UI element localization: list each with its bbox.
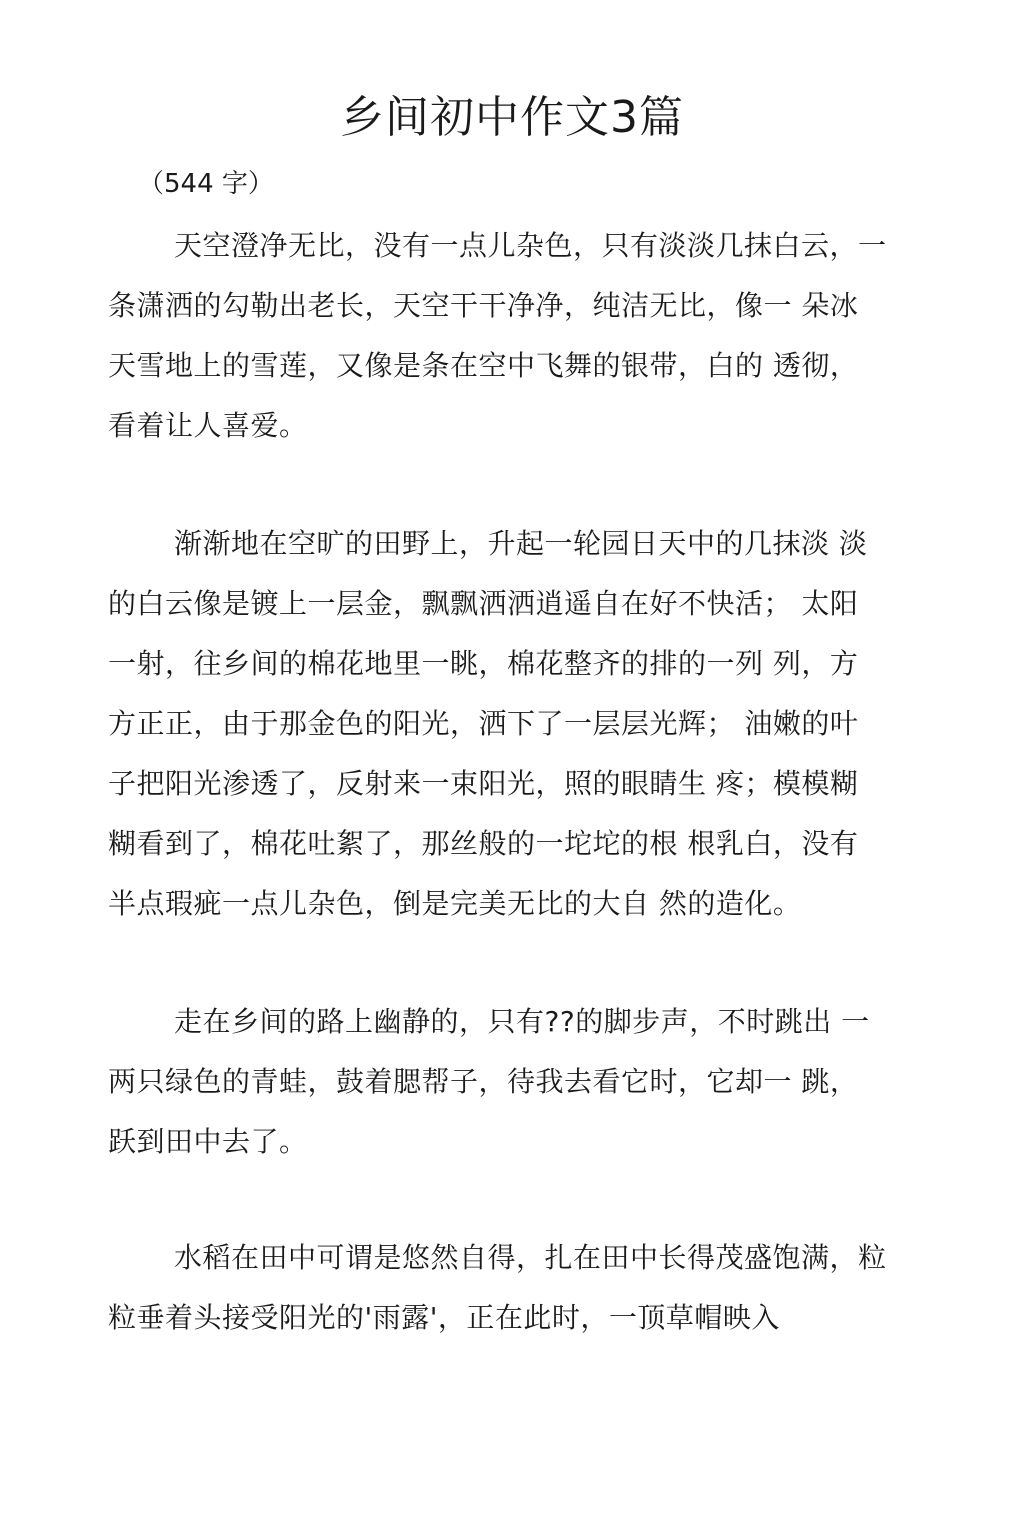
paragraph-line: 天空澄净无比，没有一点儿杂色，只有淡淡几抹白云，一	[174, 229, 887, 262]
paragraph-line: 跃到田中去了。	[108, 1125, 308, 1158]
paragraph-line: 粒垂着头接受阳光的'雨露'，正在此时，一顶草帽映入	[108, 1301, 780, 1334]
word-count: （544 字）	[138, 169, 274, 199]
paragraph-line: 糊看到了，棉花吐絮了，那丝般的一坨坨的根 根乳白，没有	[108, 827, 859, 860]
paragraph-3	[108, 992, 924, 1172]
paragraph-line: 水稻在田中可谓是悠然自得，扎在田中长得茂盛饱满，粒	[174, 1241, 887, 1274]
paragraph-line: 天雪地上的雪莲，又像是条在空中飞舞的银带，白的 透彻，	[108, 349, 859, 382]
paragraph-1	[108, 216, 924, 456]
paragraph-line: 两只绿色的青蛙，鼓着腮帮子，待我去看它时，它却一 跳，	[108, 1065, 859, 1098]
paragraph-line: 渐渐地在空旷的田野上，升起一轮园日天中的几抹淡 淡	[174, 527, 868, 560]
paragraph-line: 方正正，由于那金色的阳光，洒下了一层层光辉； 油嫩的叶	[108, 707, 859, 740]
paragraph-line: 条潇洒的勾勒出老长，天空干干净净，纯洁无比，像一 朵冰	[108, 289, 859, 322]
paragraph-line: 走在乡间的路上幽静的，只有??的脚步声，不时跳出 一	[174, 1005, 870, 1038]
paragraph-line: 子把阳光渗透了，反射来一束阳光，照的眼睛生 疼；模模糊	[108, 767, 859, 800]
document-title: 乡间初中作文3篇	[340, 92, 684, 143]
paragraph-line: 半点瑕疵一点儿杂色，倒是完美无比的大自 然的造化。	[108, 887, 802, 920]
paragraph-line: 看着让人喜爱。	[108, 409, 308, 442]
paragraph-2	[108, 514, 924, 934]
paragraph-line: 一射，往乡间的棉花地里一眺，棉花整齐的排的一列 列，方	[108, 647, 859, 680]
paragraph-4	[108, 1228, 924, 1348]
paragraph-line: 的白云像是镀上一层金，飘飘洒洒逍遥自在好不快活； 太阳	[108, 587, 859, 620]
